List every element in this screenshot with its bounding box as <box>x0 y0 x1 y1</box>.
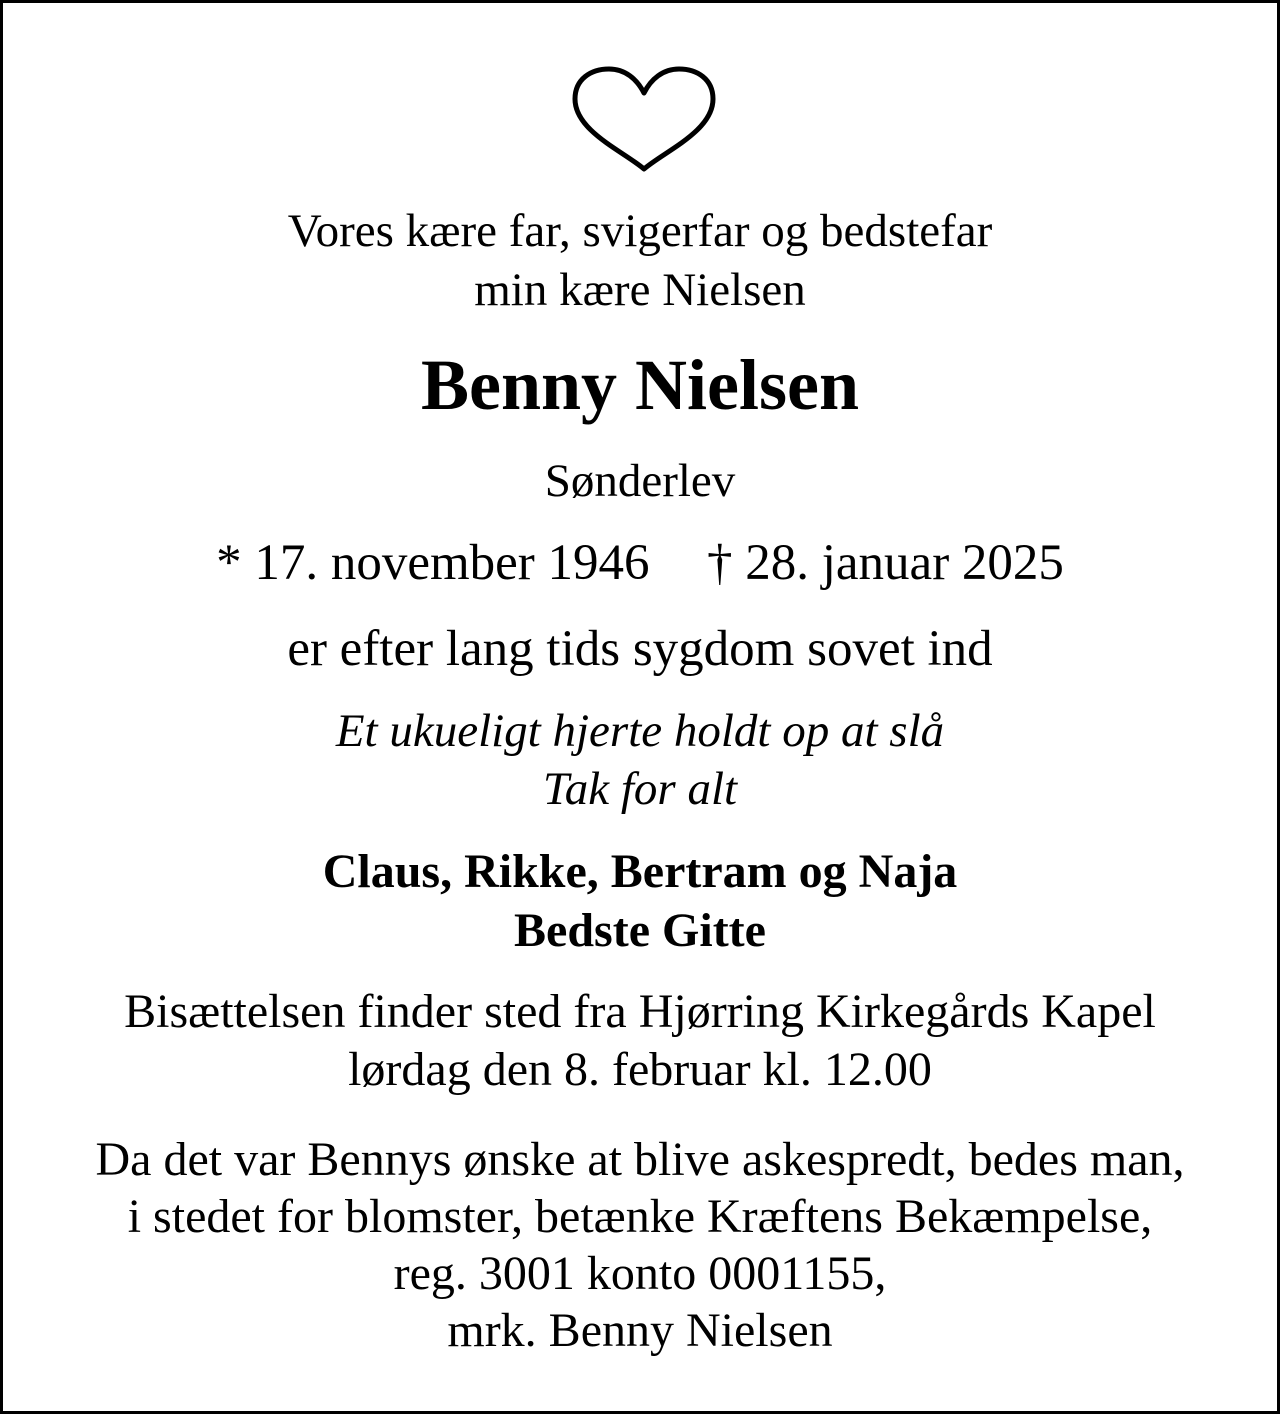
quote-line-2: Tak for alt <box>542 763 738 815</box>
donation-line-4: mrk. Benny Nielsen <box>447 1304 833 1357</box>
heart-icon <box>571 65 717 173</box>
family-line-2: Bedste Gitte <box>514 904 766 957</box>
obituary-content <box>3 3 1277 1411</box>
donation-line-3: reg. 3001 konto 0001155, <box>393 1247 887 1300</box>
intro-line-2: min kære Nielsen <box>474 264 806 316</box>
intro-line-1: Vores kære far, svigerfar og bedstefar <box>287 205 993 257</box>
quote-line-1: Et ukueligt hjerte holdt op at slå <box>335 705 945 757</box>
donation-line-2: i stedet for blomster, betænke Kræftens Bekæmpelse, <box>127 1190 1153 1243</box>
passing-notice: er efter lang tids sygdom sovet ind <box>287 621 993 677</box>
life-dates <box>3 535 1277 591</box>
deceased-name: Benny Nielsen <box>420 345 860 425</box>
ceremony-line-1: Bisættelsen finder sted fra Hjørring Kirkegårds Kapel <box>124 985 1156 1038</box>
death-date: 28. januar 2025 <box>745 535 1064 591</box>
ceremony-line-2: lørdag den 8. februar kl. 12.00 <box>348 1043 932 1096</box>
deceased-place: Sønderlev <box>544 455 736 507</box>
death-symbol: † <box>707 535 733 591</box>
birth-date: 17. november 1946 <box>254 535 650 591</box>
birth-symbol: * <box>216 535 242 591</box>
family-line-1: Claus, Rikke, Bertram og Naja <box>322 845 958 898</box>
donation-line-1: Da det var Bennys ønske at blive askespredt, bedes man, <box>95 1133 1185 1186</box>
